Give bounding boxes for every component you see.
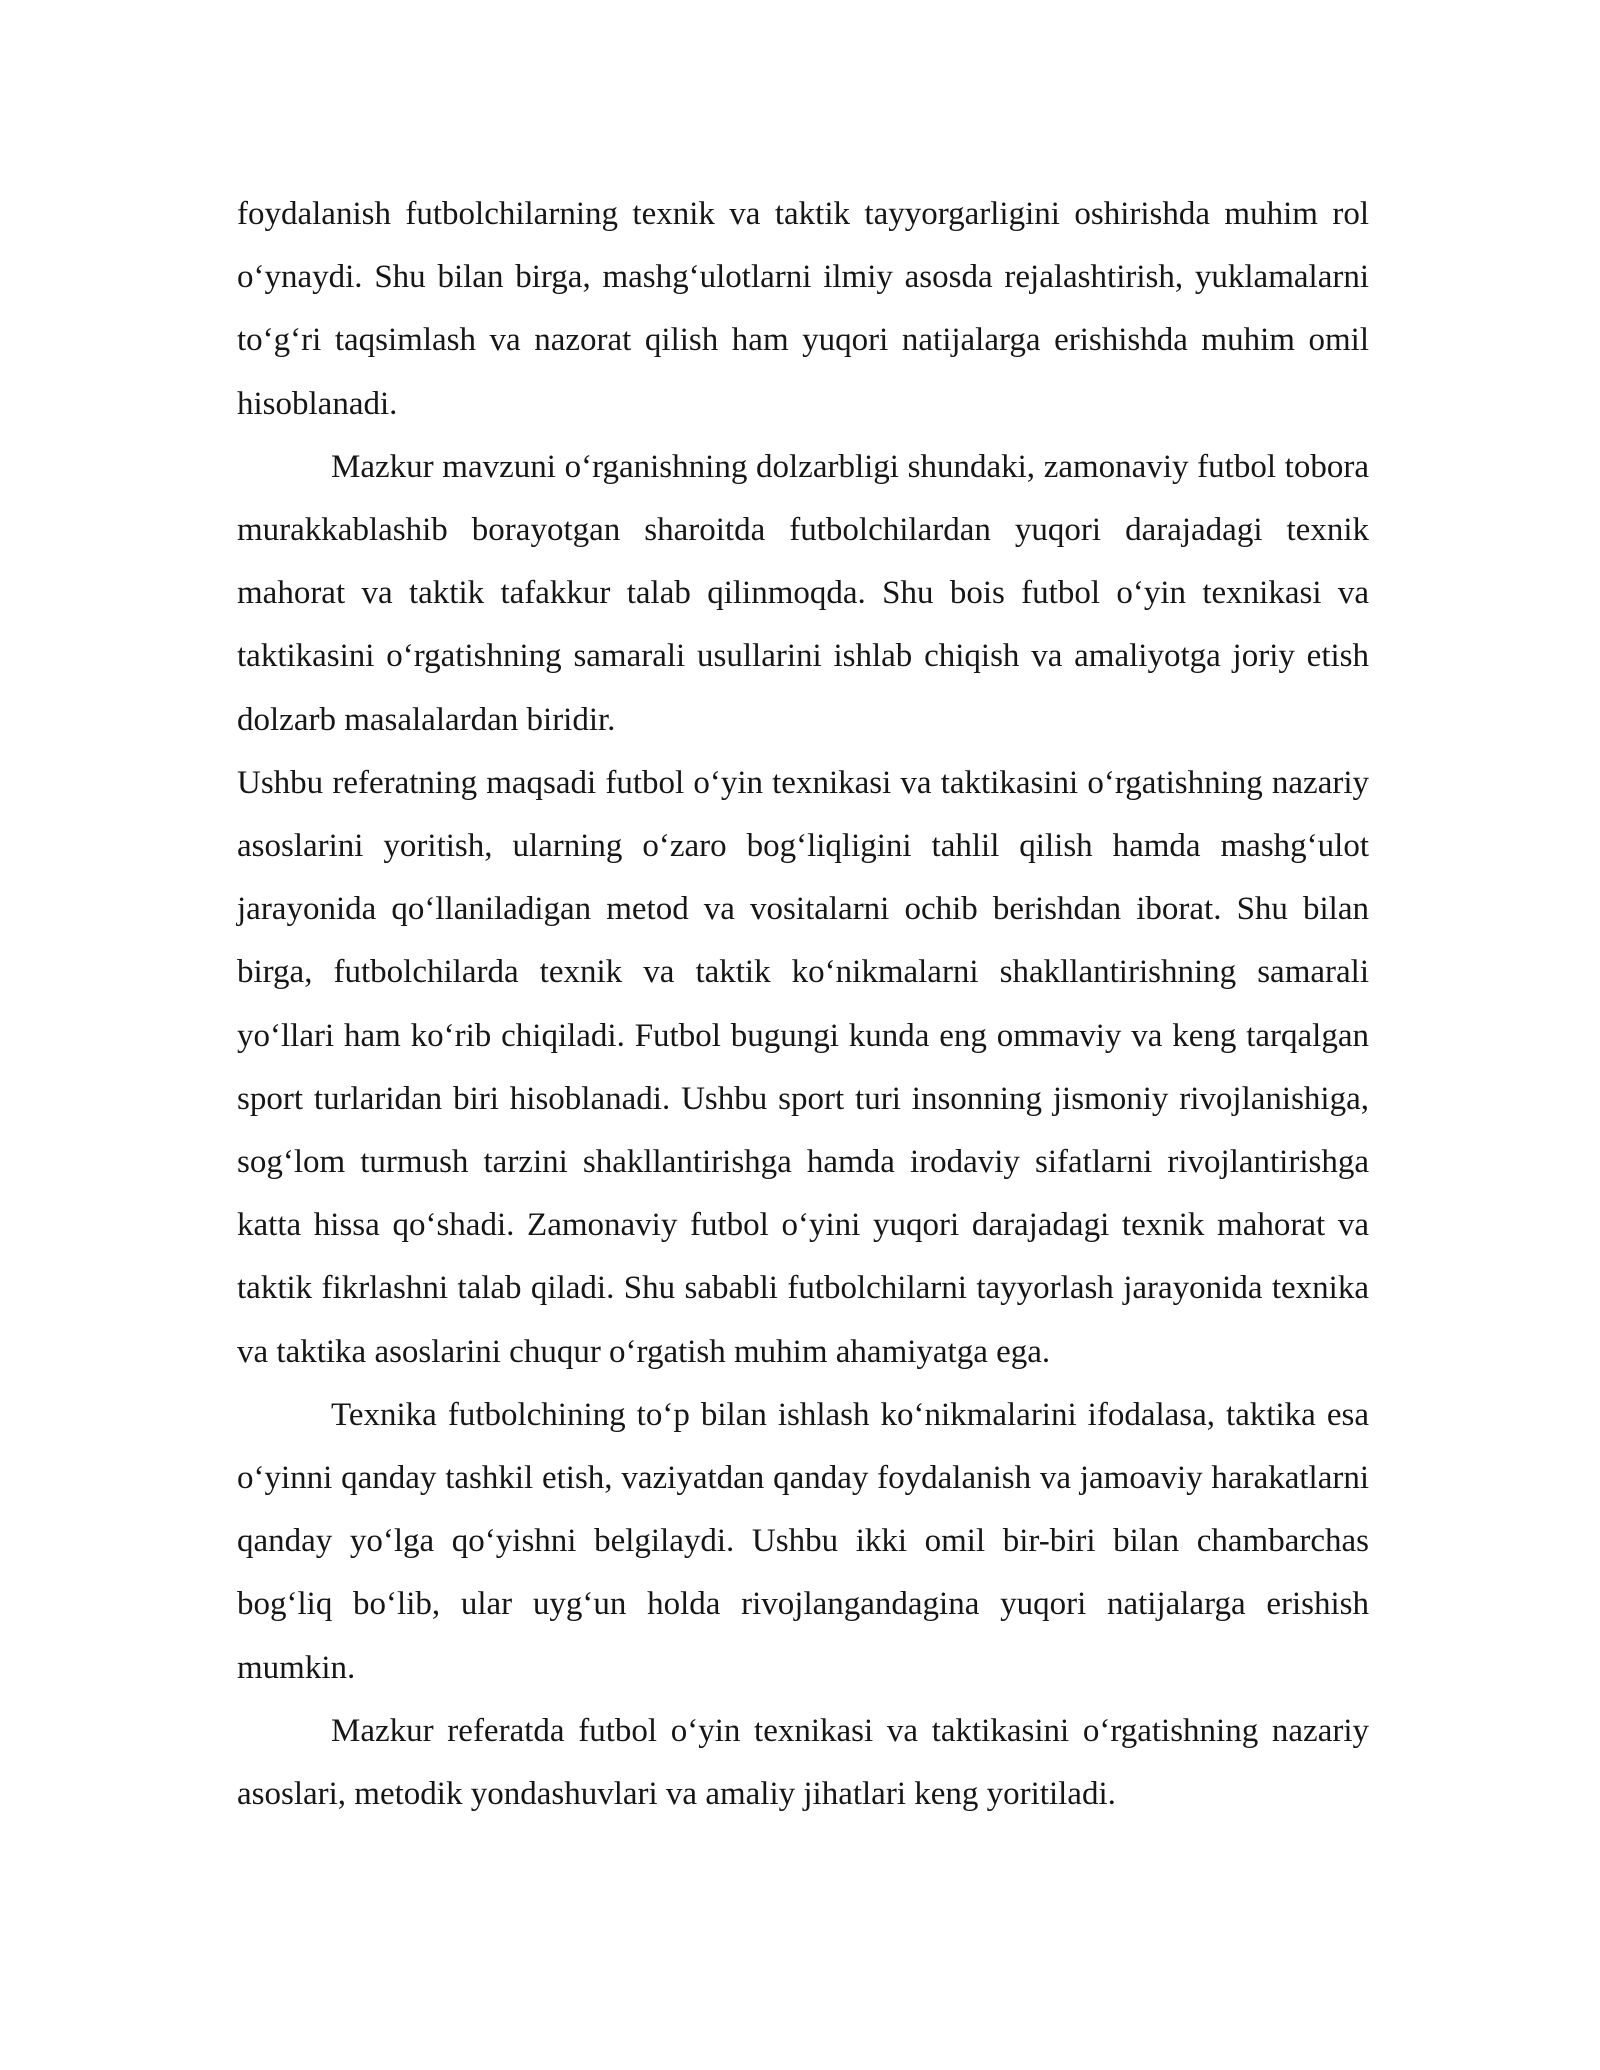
document-body bbox=[237, 183, 1369, 1826]
paragraph-4: Texnika futbolchining to‘p bilan ishlash ko‘nikmalarini ifodalasa, taktika esa o‘yinni qanday tashkil etish, vaziyatdan qanday foydalanish va jamoaviy harakatlarni qanday yo‘lga qo‘yishni belgilaydi. Ushbu ikki omil bir-biri bilan chambarchas bog‘liq bo‘lib, ular uyg‘un holda rivojlangandagina yuqori natijalarga erishish mumkin. bbox=[237, 1396, 1369, 1686]
paragraph-5: Mazkur referatda futbol o‘yin texnikasi va taktikasini o‘rgatishning nazariy asoslari, metodik yondashuvlari va amaliy jihatlari keng yoritiladi. bbox=[237, 1712, 1369, 1813]
paragraph-1: foydalanish futbolchilarning texnik va taktik tayyorgarligini oshirishda muhim rol o‘ynaydi. Shu bilan birga, mashg‘ulotlarni ilmiy asosda rejalashtirish, yuklamalarni to‘g‘ri taqsimlash va nazorat qilish ham yuqori natijalarga erishishda muhim omil hisoblanadi. bbox=[237, 196, 1369, 422]
paragraph-2: Mazkur mavzuni o‘rganishning dolzarbligi shundaki, zamonaviy futbol tobora murakkablashib borayotgan sharoitda futbolchilardan yuqori darajadagi texnik mahorat va taktik tafakkur talab qilinmoqda. Shu bois futbol o‘yin texnikasi va taktikasini o‘rgatishning samarali usullarini ishlab chiqish va amaliyotga joriy etish dolzarb masalalardan biridir. bbox=[237, 448, 1369, 738]
paragraph-3: Ushbu referatning maqsadi futbol o‘yin texnikasi va taktikasini o‘rgatishning nazariy asoslarini yoritish, ularning o‘zaro bog‘liqligini tahlil qilish hamda mashg‘ulot jarayonida qo‘llaniladigan metod va vositalarni ochib berishdan iborat. Shu bilan birga, futbolchilarda texnik va taktik ko‘nikmalarni shakllantirishning samarali yo‘llari ham ko‘rib chiqiladi. Futbol bugungi kunda eng ommaviy va keng tarqalgan sport turlaridan biri hisoblanadi. Ushbu sport turi insonning jismoniy rivojlanishiga, sog‘lom turmush tarzini shakllantirishga hamda irodaviy sifatlarni rivojlantirishga katta hissa qo‘shadi. Zamonaviy futbol o‘yini yuqori darajadagi texnik mahorat va taktik fikrlashni talab qiladi. Shu sababli futbolchilarni tayyorlash jarayonida texnika va taktika asoslarini chuqur o‘rgatish muhim ahamiyatga ega. bbox=[237, 764, 1369, 1370]
